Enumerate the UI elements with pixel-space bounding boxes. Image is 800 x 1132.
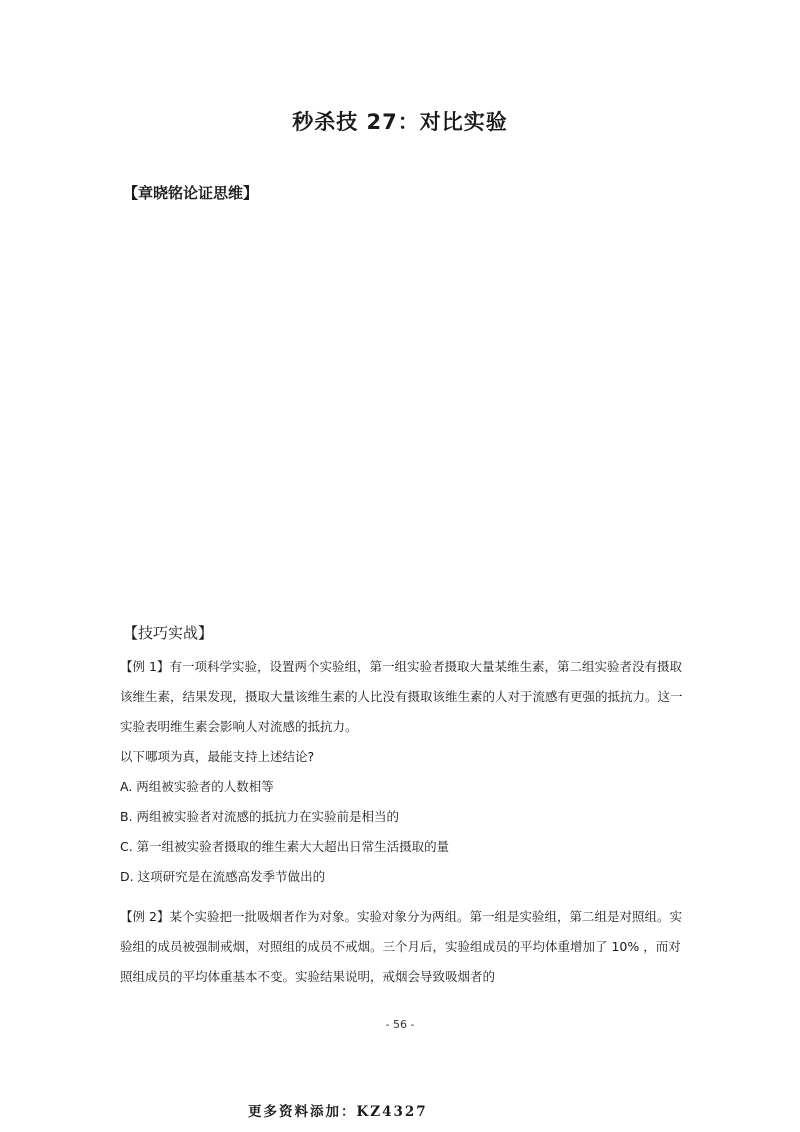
option-c: C. 第一组被实验者摄取的维生素大大超出日常生活摄取的量: [120, 839, 450, 854]
example-1-text: 有一项科学实验，设置两个实验组，第一组实验者摄取大量某维生素，第二组实验者没有摄取该维生素，结果发现，摄取大量该维生素的人比没有摄取该维生素的人对于流感有更强的抵抗力。这一实验表明维生素会影响人对流感的抵抗力。: [120, 659, 683, 734]
example-1: [120, 652, 688, 892]
example-1-question: 以下哪项为真，最能支持上述结论?: [120, 749, 315, 764]
option-a: A. 两组被实验者的人数相等: [120, 779, 274, 794]
example-1-tag: 【例 1】: [120, 659, 170, 674]
example-2-paragraph: [120, 902, 688, 992]
example-2-tag: 【例 2】: [120, 909, 170, 924]
example-2-text: 某个实验把一批吸烟者作为对象。实验对象分为两组。第一组是实验组，第二组是对照组。实验组的成员被强制戒烟，对照组的成员不戒烟。三个月后，实验组成员的平均体重增加了 10% ，而对照组成员的平均体重基本不变。实验结果说明，戒烟会导致吸烟者的: [120, 909, 682, 984]
example-2: [120, 902, 688, 992]
footer-contact: 更多资料添加：KZ4327: [248, 1104, 428, 1120]
page-title: 秒杀技 27：对比实验: [292, 110, 508, 134]
option-d: D. 这项研究是在流感高发季节做出的: [120, 869, 326, 884]
section-heading-practice: 【技巧实战】: [123, 624, 214, 642]
page-number: - 56 -: [385, 1018, 415, 1031]
example-1-paragraph: [120, 652, 688, 742]
section-heading-thinking: 【章晓铭论证思维】: [123, 184, 259, 202]
option-b: B. 两组被实验者对流感的抵抗力在实验前是相当的: [120, 809, 400, 824]
